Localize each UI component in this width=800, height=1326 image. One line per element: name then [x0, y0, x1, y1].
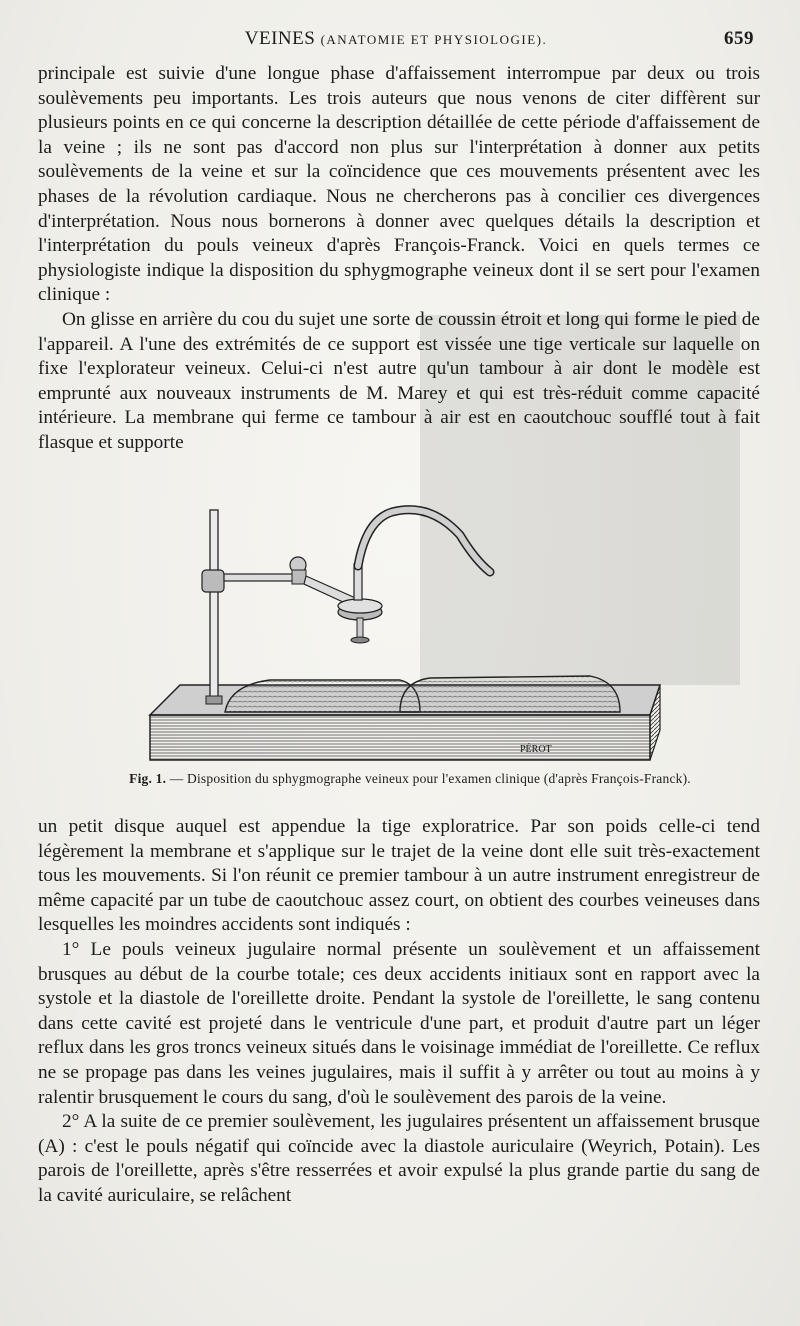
text-block-bottom	[38, 815, 760, 1209]
page-number: 659	[724, 28, 754, 49]
sphygmograph-illustration	[130, 490, 690, 770]
paragraph: 1° Le pouls veineux jugulaire normal présente un soulèvement et un affaissement brusques au début de la courbe totale; ces deux accidents initiaux sont en rapport avec la systole et la diastole de l'oreillette droite. Pendant la systole de l'oreillette, le sang contenu dans cette cavité est projeté dans le ventricule d'une part, et produit d'autre part un léger reflux dans les gros troncs veineux situés dans le voisinage immédiat de l'oreillette. Ce reflux ne se propage pas dans les veines jugulaires, mais il suffit à y arrêter ou tout au moins à y ralentir brusquement le cours du sang, d'où le soulèvement des parois de la veine.	[38, 938, 760, 1108]
figure-sphygmograph	[130, 490, 690, 790]
paragraph: principale est suivie d'une longue phase d'affaissement interrompue par deux ou trois soulèvements peu importants. Les trois auteurs que nous venons de citer diffèrent sur plusieurs points en ce qui concerne la description détaillée de cette période d'affaissement de la veine ; ils ne sont pas d'accord non plus sur l'interprétation à donner aux petits soulèvements de la veine et sur la coïncidence que ces mouvements présentent avec les phases de la révolution cardiaque. Nous ne chercherons pas à concilier ces divergences d'interprétation. Nous nous bornerons à donner avec quelques détails la description et l'interprétation du pouls veineux d'après François-Franck. Voici en quels termes ce physiologiste indique la disposition du sphygmographe veineux dont il se sert pour l'examen clinique :	[38, 63, 760, 306]
figure-caption-text: — Disposition du sphygmographe veineux pour l'examen clinique (d'après François-Franck).	[169, 771, 691, 786]
running-header	[38, 28, 754, 56]
figure-caption-label: Fig. 1.	[129, 771, 167, 786]
text-block-top	[38, 62, 760, 456]
figure-caption	[60, 771, 760, 787]
paragraph: On glisse en arrière du cou du sujet une sorte de coussin étroit et long qui forme le pied de l'appareil. A l'une des extrémités de ce support est vissée une tige verticale sur laquelle on fixe l'explorateur veineux. Celui-ci n'est autre qu'un tambour à air dont le modèle est emprunté aux nouveaux instruments de M. Marey et qui est très-réduit comme capacité intérieure. La membrane qui ferme ce tambour à air est en caoutchouc soufflé tout à fait flasque et supporte	[38, 308, 760, 453]
engraver-signature: PÉROT	[520, 744, 552, 755]
running-title-sub: (ANATOMIE ET PHYSIOLOGIE).	[320, 32, 548, 47]
paragraph: un petit disque auquel est appendue la tige exploratrice. Par son poids celle-ci tend légèrement la membrane et s'applique sur le trajet de la veine dont elle suit très-exactement tous les mouvements. Si l'on réunit ce premier tambour à un autre instrument enregistreur de même capacité par un tube de caoutchouc assez court, on obtient des courbes veineuses dans lesquelles les moindres accidents sont indiqués :	[38, 816, 760, 936]
running-title	[38, 28, 754, 50]
paragraph: 2° A la suite de ce premier soulèvement, les jugulaires présentent un affaissement brusque (A) : c'est le pouls négatif qui coïncide avec la diastole auriculaire (Weyrich, Potain). Les parois de l'oreillette, après s'être resserrées et avoir expulsé la plus grande partie du sang de la cavité auriculaire, se relâchent	[38, 1111, 760, 1206]
running-title-main: VEINES	[244, 28, 316, 49]
